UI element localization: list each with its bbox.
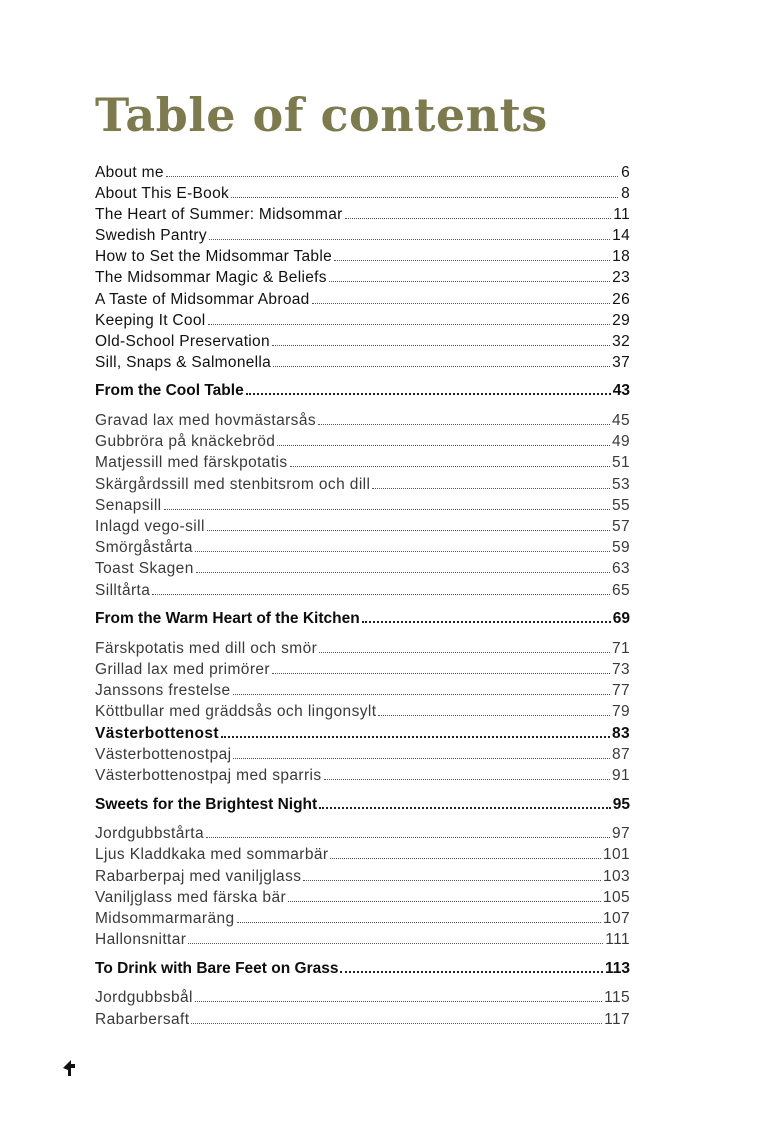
toc-entry-label: From the Warm Heart of the Kitchen [95, 610, 360, 628]
dot-leader [152, 593, 610, 595]
dot-leader [312, 302, 611, 304]
toc-entry-label: About This E-Book [95, 185, 230, 203]
toc-recipe-entry[interactable] [95, 910, 630, 931]
toc-entry-label: Silltårta [95, 581, 151, 599]
toc-entry-label: The Midsommar Magic & Beliefs [95, 269, 327, 287]
toc-entry-label: Rabarberpaj med vaniljglass [95, 867, 302, 885]
toc-page-number: 59 [611, 539, 630, 557]
section-spacer [95, 788, 630, 796]
toc-page-number: 6 [621, 164, 630, 181]
toc-entry-label: Old-School Preservation [95, 332, 270, 350]
toc-page-number: 57 [611, 517, 630, 535]
toc-entry-label: To Drink with Bare Feet on Grass [95, 959, 339, 977]
dot-leader [207, 529, 610, 531]
toc-entry[interactable] [95, 164, 630, 185]
dot-leader [362, 620, 611, 623]
dot-leader [195, 1000, 602, 1002]
toc-recipe-entry[interactable] [95, 1011, 630, 1032]
toc-entry-label: Rabarbersaft [95, 1010, 190, 1028]
toc-entry[interactable] [95, 333, 630, 354]
toc-page-number: 11 [613, 206, 630, 224]
toc-entry-label: Inlagd vego-sill [95, 517, 205, 535]
toc-recipe-entry[interactable] [95, 767, 630, 788]
toc-recipe-entry[interactable] [95, 476, 630, 497]
toc-page-number: 115 [604, 989, 630, 1007]
toc-recipe-entry[interactable] [95, 560, 630, 581]
toc-page-number: 113 [604, 959, 630, 977]
toc-page-number: 53 [611, 475, 630, 493]
toc-entry-label: Toast Skagen [95, 560, 194, 578]
toc-entry-label: Jordgubbstårta [95, 825, 204, 843]
toc-entry-label: Keeping It Cool [95, 311, 206, 329]
toc-page-number: 79 [611, 703, 630, 721]
toc-recipe-entry[interactable] [95, 682, 630, 703]
toc-page-number: 95 [612, 795, 630, 813]
toc-recipe-entry[interactable] [95, 433, 630, 454]
dot-leader [340, 970, 603, 973]
toc-recipe-entry[interactable] [95, 989, 630, 1010]
toc-entry-label: About me [95, 164, 164, 181]
toc-entry[interactable] [95, 227, 630, 248]
dot-leader [334, 259, 610, 261]
dot-leader [372, 487, 610, 489]
toc-entry-label: Västerbottenost [95, 724, 219, 742]
dot-leader [319, 651, 610, 653]
toc-page-number: 117 [604, 1010, 630, 1028]
toc-entry-label: Swedish Pantry [95, 227, 207, 245]
toc-entry-label: Janssons frestelse [95, 682, 231, 700]
toc-entry[interactable] [95, 291, 630, 312]
dot-leader [206, 836, 610, 838]
toc-entry-label: Grillad lax med primörer [95, 661, 270, 678]
toc-entry-label: Ljus Kladdkaka med sommarbär [95, 846, 329, 864]
toc-entry-label: Sill, Snaps & Salmonella [95, 353, 272, 371]
toc-recipe-entry[interactable] [95, 746, 630, 767]
dot-leader [272, 344, 610, 346]
toc-page-number: 91 [611, 766, 630, 784]
toc-section-heading[interactable] [95, 796, 630, 817]
dot-leader [288, 900, 601, 902]
toc-entry-label: Västerbottenostpaj med sparris [95, 766, 322, 784]
toc-page-number: 97 [611, 825, 630, 843]
dot-leader [277, 444, 610, 446]
toc-entry-label: Skärgårdssill med stenbitsrom och dill [95, 475, 371, 493]
dot-leader [319, 806, 611, 809]
toc-entry-label: Vaniljglass med färska bär [95, 888, 287, 906]
toc-entry[interactable] [95, 185, 630, 206]
toc-entry[interactable] [95, 312, 630, 333]
toc-entry-label: Sweets for the Brightest Night [95, 795, 318, 813]
section-spacer [95, 404, 630, 413]
dot-leader [330, 857, 600, 859]
toc-page-number: 49 [611, 433, 630, 451]
toc-page-number: 45 [611, 412, 630, 430]
toc-page-number: 87 [611, 745, 630, 763]
toc-recipe-entry[interactable] [95, 454, 630, 475]
section-spacer [95, 952, 630, 960]
dot-leader [303, 879, 601, 881]
toc-page-number: 51 [611, 454, 630, 472]
toc-entry-label: Köttbullar med gräddsås och lingonsylt [95, 703, 377, 721]
dot-leader [290, 465, 610, 467]
toc-entry-label: Hallonsnittar [95, 931, 187, 949]
dot-leader [195, 550, 610, 552]
toc-recipe-entry[interactable] [95, 825, 630, 846]
toc-recipe-entry[interactable] [95, 640, 630, 661]
toc-entry-label: Senapsill [95, 496, 162, 514]
toc-recipe-entry[interactable] [95, 539, 630, 560]
toc-page-number: 107 [602, 909, 630, 927]
toc-page-number: 29 [612, 311, 630, 329]
section-spacer [95, 603, 630, 611]
dot-leader [324, 778, 610, 780]
toc-page-number: 69 [612, 610, 630, 628]
toc-page-number: 32 [612, 332, 630, 350]
toc-entry-label: Gravad lax med hovmästarsås [95, 412, 316, 430]
toc-page-number: 101 [602, 846, 630, 864]
toc-recipe-entry[interactable] [95, 703, 630, 724]
toc-entry[interactable] [95, 206, 630, 227]
toc-page-number: 18 [612, 248, 630, 266]
toc-page-number: 14 [612, 227, 630, 245]
dot-leader [345, 217, 612, 219]
toc-page-number: 43 [612, 382, 630, 400]
dot-leader [164, 508, 610, 510]
toc-entry-label: A Taste of Midsommar Abroad [95, 290, 310, 308]
toc-recipe-entry[interactable] [95, 497, 630, 518]
toc-page-number: 23 [612, 269, 630, 287]
toc-page-number: 105 [602, 888, 630, 906]
dot-leader [378, 714, 610, 716]
toc-entry-label: Midsommarmaräng [95, 909, 235, 927]
toc-recipe-entry[interactable] [95, 725, 630, 746]
toc-entry-label: The Heart of Summer: Midsommar [95, 206, 343, 224]
brand-mark-icon [61, 1058, 77, 1078]
toc-entry-label: How to Set the Midsommar Table [95, 248, 333, 266]
dot-leader [209, 238, 610, 240]
dot-leader [318, 423, 610, 425]
toc-page-number: 26 [612, 290, 630, 308]
toc-recipe-entry[interactable] [95, 846, 630, 867]
page-title: Table of contents [95, 88, 548, 142]
toc-page-number: 73 [611, 661, 630, 678]
toc-entry[interactable] [95, 248, 630, 269]
toc-page-number: 8 [621, 185, 630, 203]
dot-leader [188, 942, 603, 944]
toc-entry-label: Västerbottenostpaj [95, 745, 232, 763]
toc-entry-label: Smörgåstårta [95, 539, 193, 557]
section-spacer [95, 631, 630, 640]
section-spacer [95, 817, 630, 826]
dot-leader [191, 1022, 602, 1024]
toc-page-number: 111 [605, 931, 630, 949]
toc-entry[interactable] [95, 354, 630, 375]
toc-page-number: 77 [611, 682, 630, 700]
toc-recipe-entry[interactable] [95, 868, 630, 889]
toc-page-number: 83 [611, 724, 630, 742]
dot-leader [233, 693, 610, 695]
toc-entry-label: Gubbröra på knäckebröd [95, 433, 276, 451]
toc-page-number: 71 [611, 639, 630, 657]
section-spacer [95, 981, 630, 990]
toc-recipe-entry[interactable] [95, 931, 630, 952]
dot-leader [329, 280, 610, 282]
toc-section-heading[interactable] [95, 960, 630, 981]
toc-recipe-entry[interactable] [95, 661, 630, 682]
dot-leader [246, 392, 611, 395]
toc-entry[interactable] [95, 269, 630, 290]
dot-leader [272, 672, 610, 674]
table-of-contents [95, 164, 630, 1032]
toc-entry-label: Färskpotatis med dill och smör [95, 639, 318, 657]
toc-recipe-entry[interactable] [95, 518, 630, 539]
dot-leader [273, 365, 610, 367]
toc-page-number: 63 [611, 560, 630, 578]
dot-leader [233, 757, 610, 759]
dot-leader [196, 571, 610, 573]
toc-entry-label: Jordgubbsbål [95, 989, 193, 1007]
toc-section-heading[interactable] [95, 610, 630, 631]
toc-page-number: 103 [602, 867, 630, 885]
section-spacer [95, 375, 630, 383]
dot-leader [221, 735, 610, 738]
toc-page-number: 55 [611, 496, 630, 514]
toc-recipe-entry[interactable] [95, 889, 630, 910]
toc-entry-label: Matjessill med färskpotatis [95, 454, 288, 472]
toc-entry-label: From the Cool Table [95, 382, 244, 400]
dot-leader [208, 323, 611, 325]
toc-recipe-entry[interactable] [95, 412, 630, 433]
toc-recipe-entry[interactable] [95, 582, 630, 603]
dot-leader [231, 196, 618, 198]
toc-page-number: 65 [611, 581, 630, 599]
toc-section-heading[interactable] [95, 382, 630, 403]
dot-leader [237, 921, 601, 923]
dot-leader [166, 175, 618, 177]
toc-page-number: 37 [612, 353, 630, 371]
